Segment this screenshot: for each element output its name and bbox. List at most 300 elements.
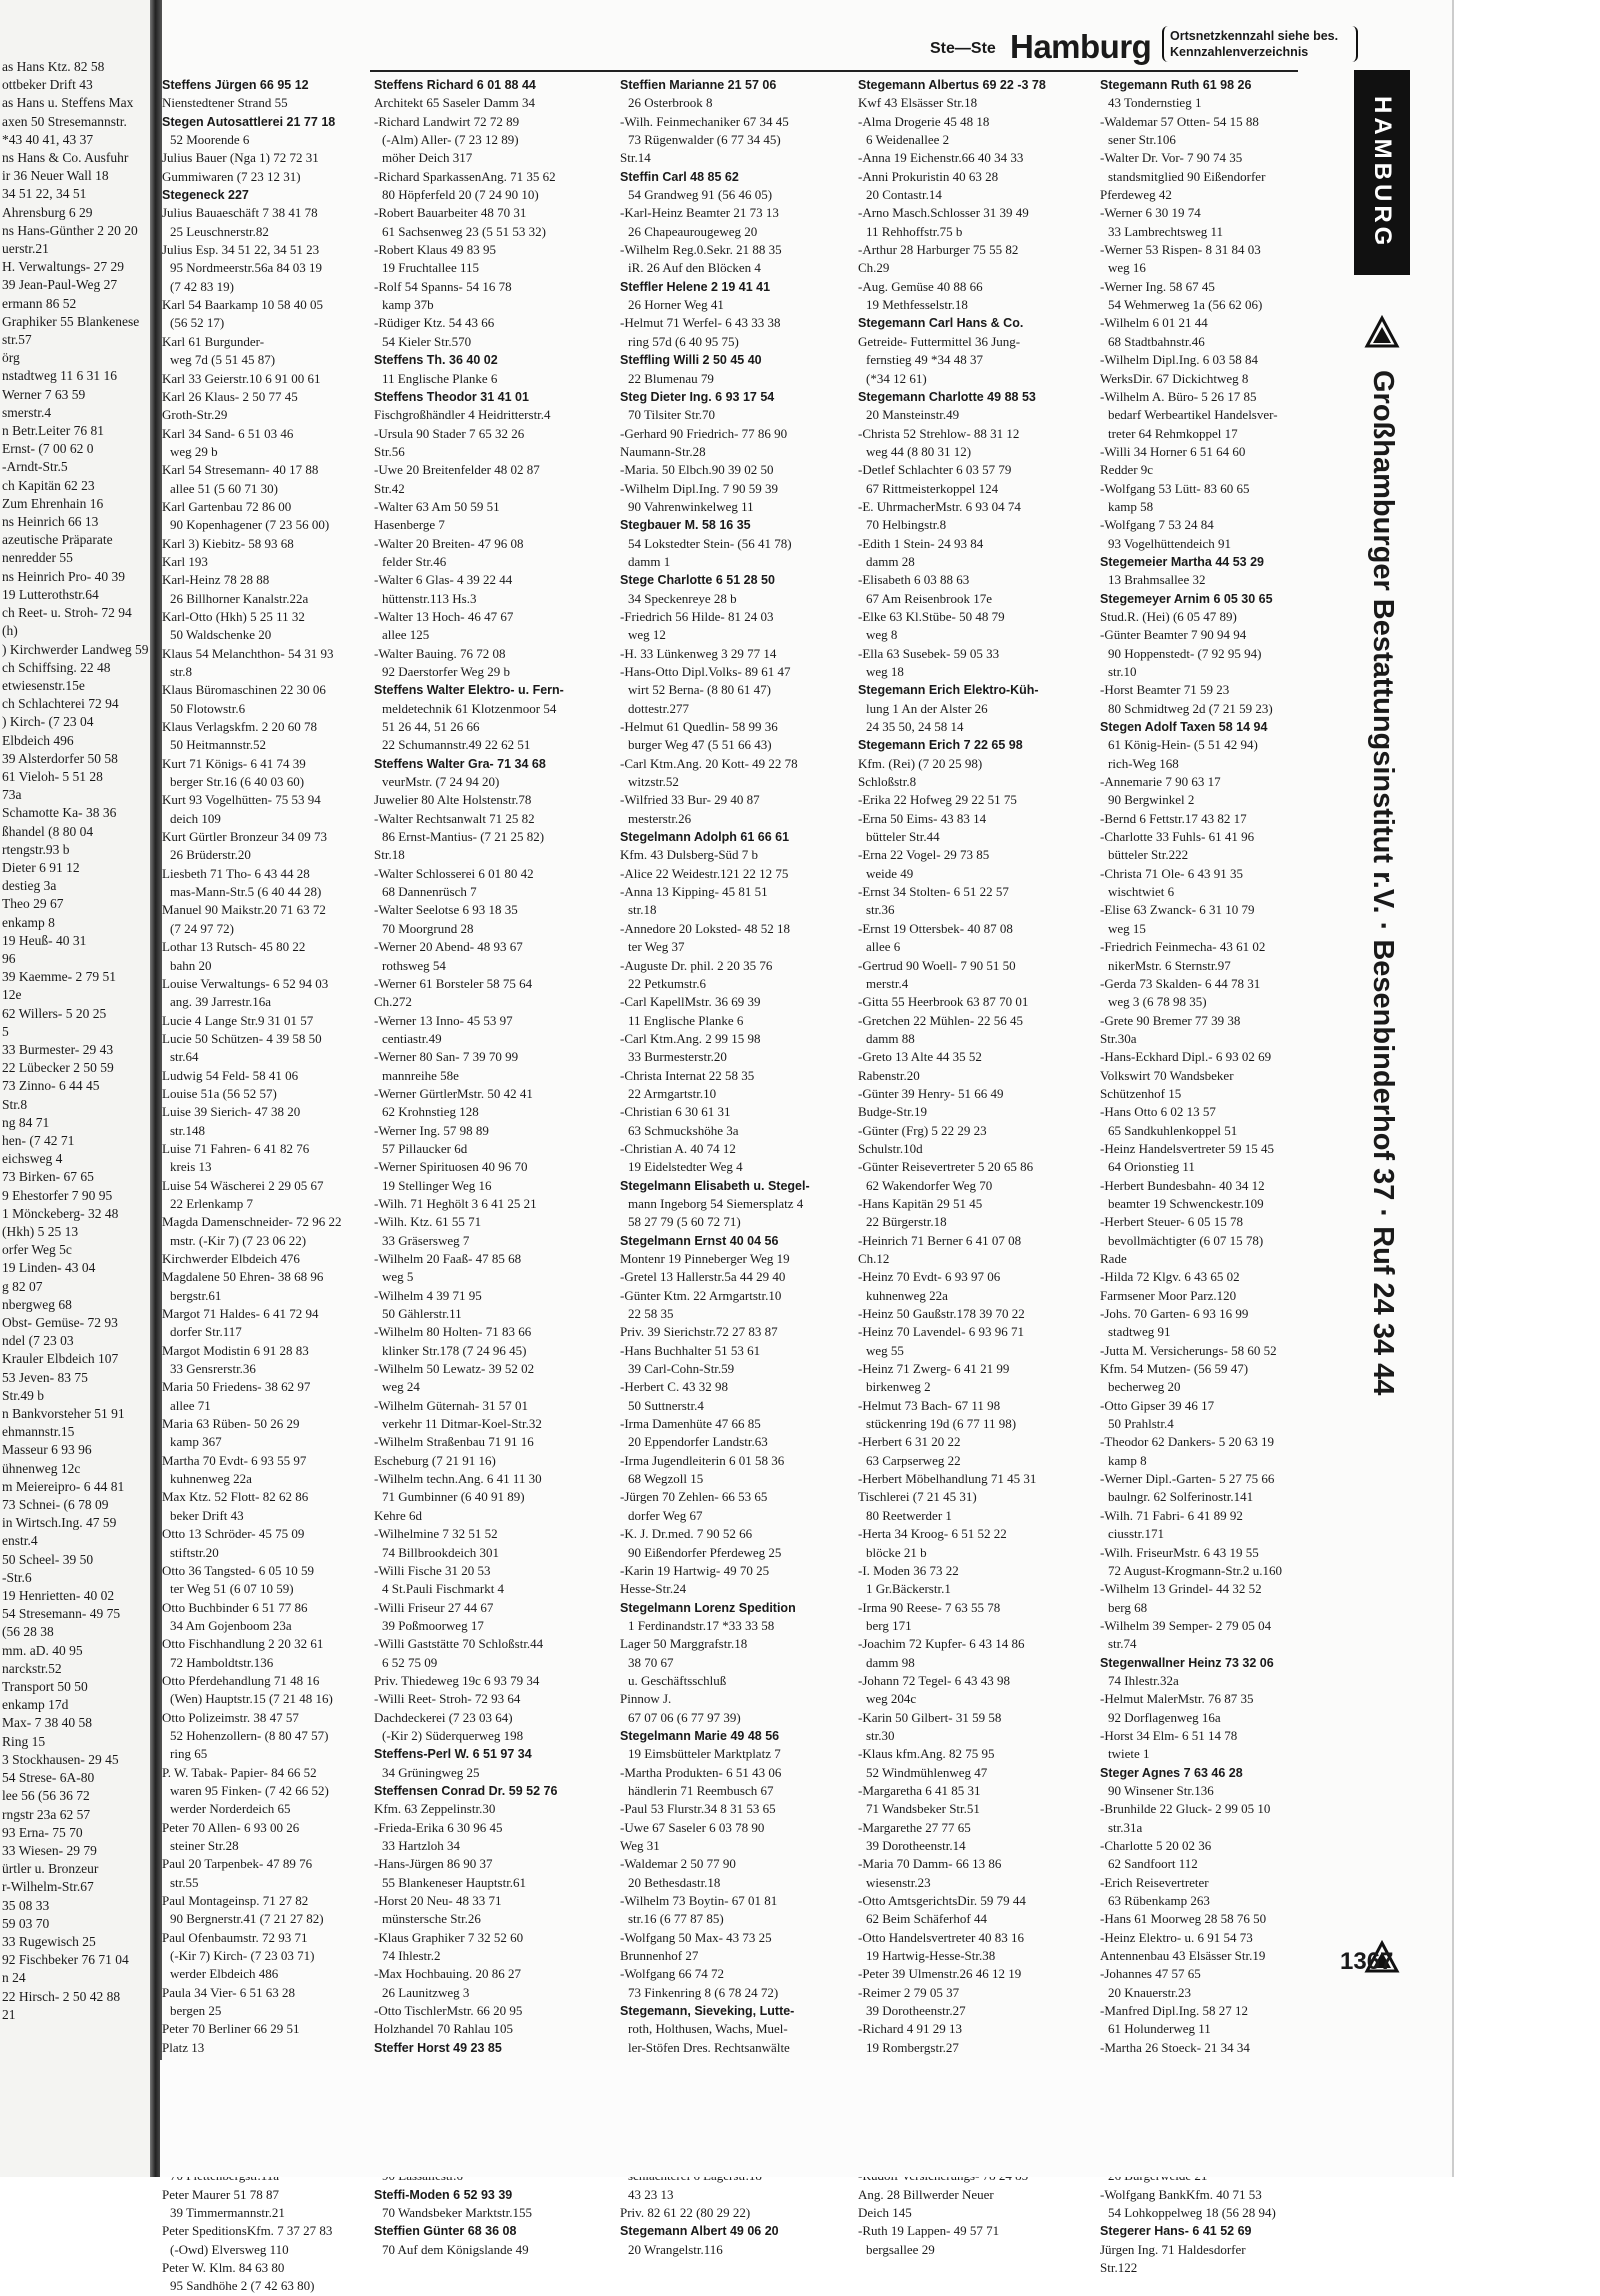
directory-entry: weg 55 bbox=[866, 1342, 904, 1358]
directory-entry: stadtweg 91 bbox=[1108, 1324, 1171, 1340]
directory-entry: -Günter 39 Henry- 51 66 49 bbox=[858, 1085, 1004, 1101]
directory-entry: Stegemann Carl Hans & Co. bbox=[858, 316, 1024, 331]
directory-entry: -Theodor 62 Dankers- 5 20 63 19 bbox=[1100, 1434, 1275, 1450]
directory-entry: dorfer Str.117 bbox=[170, 1324, 242, 1340]
directory-entry: Stegemeier Martha 44 53 29 bbox=[1100, 554, 1264, 569]
directory-entry: Paul 20 Tarpenbek- 47 89 76 bbox=[162, 1856, 313, 1872]
directory-entry: Juwelier 80 Alte Holstenstr.78 bbox=[374, 792, 532, 808]
directory-entry: -Gerda 73 Skalden- 6 44 78 31 bbox=[1100, 975, 1261, 991]
directory-entry: Hesse-Str.24 bbox=[620, 1581, 687, 1597]
directory-entry: -Elisabeth 6 03 88 63 bbox=[858, 572, 970, 588]
directory-entry: 62 Beim Schäferhof 44 bbox=[866, 1911, 987, 1927]
directory-entry: Ang. 28 Billwerder Neuer bbox=[858, 2186, 994, 2202]
directory-entry: -Jutta M. Versicherungs- 58 60 52 bbox=[1100, 1342, 1277, 1358]
directory-entry: Stegemann Albertus 69 22 -3 78 bbox=[858, 78, 1046, 92]
directory-entry: -Arthur 28 Harburger 75 55 82 bbox=[858, 242, 1019, 258]
directory-entry: Steffin Carl 48 85 62 bbox=[620, 169, 739, 184]
directory-entry: 90 Kopenhagener (7 23 56 00) bbox=[170, 517, 330, 533]
directory-entry: 73 Rügenwalder (6 77 34 45) bbox=[628, 132, 781, 148]
directory-entry: u. Geschäftsschluß bbox=[628, 1672, 727, 1688]
directory-entry: -Otto Gipser 39 46 17 bbox=[1100, 1397, 1215, 1413]
directory-entry: 57 Pillaucker 6d bbox=[382, 1140, 468, 1156]
directory-entry: Stegelmann Adolph 61 66 61 bbox=[620, 830, 790, 845]
directory-entry: 39 Poßmoorweg 17 bbox=[382, 1617, 484, 1633]
directory-entry: Kfm. (Rei) (7 20 25 98) bbox=[858, 755, 983, 771]
directory-entry: Fischgroßhändler 4 Heidritterstr.4 bbox=[374, 407, 551, 423]
directory-entry: Steffens Theodor 31 41 01 bbox=[374, 389, 529, 404]
directory-entry: Stegemann Albert 49 06 20 bbox=[620, 2224, 779, 2239]
directory-entry: Steffens Jürgen 66 95 12 bbox=[162, 78, 309, 92]
directory-entry: Steffensen Conrad Dr. 59 52 76 bbox=[374, 1783, 558, 1798]
directory-entry: Budge-Str.19 bbox=[858, 1104, 927, 1120]
directory-entry: ang. 39 Jarrestr.16a bbox=[170, 994, 272, 1010]
directory-entry: weg 18 bbox=[866, 664, 904, 679]
left-fragment-line: H. Verwaltungs- 27 29 bbox=[2, 259, 124, 275]
left-fragment-line: Str.49 b bbox=[2, 1387, 45, 1403]
directory-entry: -Hans Kapitän 29 51 45 bbox=[858, 1195, 983, 1211]
directory-entry: Magda Damenschneider- 72 96 22 bbox=[162, 1214, 342, 1230]
directory-entry: 67 Am Reisenbrook 17e bbox=[866, 590, 993, 606]
left-page-fragment bbox=[0, 0, 160, 2177]
directory-entry: 11 Rehhoffstr.75 b bbox=[866, 223, 963, 239]
left-fragment-line: Krauler Elbdeich 107 bbox=[2, 1351, 119, 1367]
left-fragment-line: Str.8 bbox=[2, 1096, 28, 1112]
directory-entry: 50 Prahlstr.4 bbox=[1108, 1416, 1174, 1432]
directory-entry: Volkswirt 70 Wandsbeker bbox=[1100, 1067, 1234, 1083]
directory-entry: 33 Lambrechtsweg 11 bbox=[1108, 223, 1224, 239]
directory-entry: -Wilhelm 50 Lewatz- 39 52 02 bbox=[374, 1361, 535, 1377]
directory-entry: -Irma 90 Reese- 7 63 55 78 bbox=[858, 1599, 1001, 1615]
left-fragment-line: Ernst- (7 00 62 0 bbox=[2, 441, 94, 457]
directory-entry: 22 Bürgerstr.18 bbox=[866, 1214, 947, 1230]
directory-entry: -Richard Landwirt 72 72 89 bbox=[374, 113, 520, 129]
directory-entry: 26 Osterbrook 8 bbox=[628, 95, 713, 111]
directory-entry: 62 Sandfoort 112 bbox=[1108, 1856, 1198, 1872]
left-fragment-line: eichsweg 4 bbox=[2, 1151, 63, 1167]
directory-entry: 6 Weidenallee 2 bbox=[866, 132, 950, 148]
directory-entry: felder Str.46 bbox=[382, 553, 447, 569]
left-fragment-line: 12e bbox=[2, 987, 22, 1003]
directory-entry: 20 Knauerstr.23 bbox=[1108, 1984, 1192, 2000]
directory-entry: 39 Carl-Cohn-Str.59 bbox=[628, 1361, 735, 1377]
directory-entry: -Wilh. Feinmechaniker 67 34 45 bbox=[620, 113, 789, 129]
directory-entry: 26 Billhorner Kanalstr.22a bbox=[170, 590, 309, 606]
directory-entry: Magdalene 50 Ehren- 38 68 96 bbox=[162, 1269, 324, 1285]
left-fragment-line: 22 Hirsch- 2 50 42 88 bbox=[2, 1988, 121, 2004]
directory-entry: 19 Rombergstr.27 bbox=[866, 2039, 959, 2055]
directory-entry: -Willi Reet- Stroh- 72 93 64 bbox=[374, 1691, 521, 1707]
directory-entry: stückenring 19d (6 77 11 98) bbox=[866, 1416, 1017, 1432]
directory-entry: -Christian 6 30 61 31 bbox=[620, 1104, 731, 1120]
directory-entry: kuhnenweg 22a bbox=[866, 1287, 948, 1303]
directory-entry: Str.30a bbox=[1100, 1030, 1137, 1046]
left-fragment-line: ) Kirch- (7 23 04 bbox=[2, 714, 94, 730]
directory-entry: Paul Ofenbaumstr. 72 93 71 bbox=[162, 1929, 308, 1945]
page-margin bbox=[1454, 0, 1600, 2177]
directory-entry: -Richard SparkassenAng. 71 35 62 bbox=[374, 168, 556, 184]
left-fragment-line: axen 50 Stresemannstr. bbox=[2, 113, 127, 129]
directory-entry: -Wilhelm 39 Semper- 2 79 05 04 bbox=[1100, 1617, 1272, 1633]
directory-entry: möher Deich 317 bbox=[382, 150, 473, 166]
directory-entry: 52 Windmühlenweg 47 bbox=[866, 1764, 988, 1780]
directory-entry: Luise 71 Fahren- 6 41 82 76 bbox=[162, 1140, 310, 1156]
directory-entry: allee 51 (5 60 71 30) bbox=[170, 480, 278, 496]
directory-entry: -Werner 13 Inno- 45 53 97 bbox=[374, 1012, 513, 1028]
directory-entry: P. W. Tabak- Papier- 84 66 52 bbox=[162, 1764, 317, 1780]
directory-entry: -Horst 34 Elm- 6 51 14 78 bbox=[1100, 1727, 1238, 1743]
directory-entry: wirt 52 Berna- (8 80 61 47) bbox=[628, 682, 771, 698]
directory-entry: Rabenstr.20 bbox=[858, 1067, 920, 1083]
directory-entry: -Werner 20 Abend- 48 93 67 bbox=[374, 939, 523, 955]
directory-entry: Karl Gartenbau 72 86 00 bbox=[162, 498, 292, 514]
directory-entry: -Waldemar 2 50 77 90 bbox=[620, 1856, 736, 1872]
directory-entry: 64 Orionstieg 11 bbox=[1108, 1159, 1195, 1175]
directory-entry: Manuel 90 Maikstr.20 71 63 72 bbox=[162, 902, 326, 918]
directory-entry: hüttenstr.113 Hs.3 bbox=[382, 590, 477, 606]
directory-entry: Kfm. 43 Dulsberg-Süd 7 b bbox=[620, 847, 759, 863]
directory-entry: 90 Eißendorfer Pferdeweg 25 bbox=[628, 1544, 782, 1560]
directory-entry: Str.18 bbox=[374, 847, 405, 863]
directory-entry: -Ernst 34 Stolten- 6 51 22 57 bbox=[858, 884, 1009, 900]
left-fragment-line: ns Hans-Günther 2 20 20 bbox=[2, 222, 138, 238]
left-fragment-line: 93 Erna- 75 70 bbox=[2, 1824, 83, 1840]
directory-entry: -Horst 20 Neu- 48 33 71 bbox=[374, 1893, 502, 1909]
left-fragment-line: -Arndt-Str.5 bbox=[2, 459, 68, 475]
directory-entry: -Wilhelm A. Büro- 5 26 17 85 bbox=[1100, 388, 1257, 404]
directory-entry: treter 64 Rehmkoppel 17 bbox=[1108, 425, 1238, 441]
directory-entry: deich 109 bbox=[170, 810, 221, 826]
left-fragment-line: ch Reet- u. Stroh- 72 94 bbox=[2, 605, 132, 621]
directory-entry: 54 Lohkoppelweg 18 (56 28 94) bbox=[1108, 2204, 1276, 2220]
directory-entry: -Herbert C. 43 32 98 bbox=[620, 1379, 728, 1395]
page-number: 1367 bbox=[1340, 1948, 1394, 1975]
left-fragment-line: ir 36 Neuer Wall 18 bbox=[2, 168, 109, 184]
directory-entry: ter Weg 37 bbox=[628, 939, 685, 955]
directory-entry: -Wilhelm 80 Holten- 71 83 66 bbox=[374, 1324, 532, 1340]
directory-entry: bergen 25 bbox=[170, 2003, 222, 2019]
left-fragment-line: 9 Ehestorfer 7 90 95 bbox=[2, 1187, 113, 1203]
directory-entry: -Erna 22 Vogel- 29 73 85 bbox=[858, 847, 990, 863]
directory-entry: Stegelmann Elisabeth u. Stegel- bbox=[620, 1178, 810, 1193]
directory-entry: Steg Dieter Ing. 6 93 17 54 bbox=[620, 389, 775, 404]
directory-entry: -Joachim 72 Kupfer- 6 43 14 86 bbox=[858, 1636, 1025, 1652]
directory-entry: Str.122 bbox=[1100, 2259, 1138, 2275]
left-fragment-line: nstadtweg 11 6 31 16 bbox=[2, 368, 117, 384]
directory-entry: 20 Wrangelstr.116 bbox=[628, 2241, 723, 2257]
directory-entry: -Christian A. 40 74 12 bbox=[620, 1140, 736, 1156]
header-rule bbox=[370, 70, 1298, 72]
directory-entry: -Erich Reisevertreter bbox=[1100, 1874, 1209, 1890]
directory-entry: bergsallee 29 bbox=[866, 2241, 935, 2257]
directory-entry: -Helmut MalerMstr. 76 87 35 bbox=[1100, 1691, 1254, 1707]
left-fragment-line: smerstr.4 bbox=[2, 404, 52, 420]
directory-entry: (-Kir 2) Süderquerweg 198 bbox=[382, 1727, 524, 1743]
directory-entry: -Hans Otto 6 02 13 57 bbox=[1100, 1104, 1216, 1120]
directory-entry: Platz 13 bbox=[162, 2039, 205, 2055]
directory-entry: -Hans-Eckhard Dipl.- 6 93 02 69 bbox=[1100, 1049, 1272, 1065]
directory-entry: münstersche Str.26 bbox=[382, 1911, 481, 1927]
directory-entry: weg 29 b bbox=[170, 443, 218, 459]
directory-entry: Priv. 39 Sierichstr.72 27 83 87 bbox=[620, 1324, 778, 1340]
left-fragment-line: ) Kirchwerder Landweg 59 bbox=[2, 641, 149, 657]
left-fragment-line: 62 Willers- 5 20 25 bbox=[2, 1005, 107, 1021]
directory-entry: -Johs. 70 Garten- 6 93 16 99 bbox=[1100, 1306, 1249, 1322]
directory-entry: 73 Finkenring 8 (6 78 24 72) bbox=[628, 1984, 779, 2000]
left-fragment-line: 5 bbox=[2, 1023, 9, 1039]
directory-entry: -Christa 52 Strehlow- 88 31 12 bbox=[858, 425, 1020, 441]
left-fragment-line: ch Schlachterei 72 94 bbox=[2, 696, 119, 712]
directory-entry: 26 Horner Weg 41 bbox=[628, 297, 724, 313]
directory-entry: -Wilhelm 4 39 71 95 bbox=[374, 1287, 482, 1303]
directory-entry: -Günter Ktm. 22 Armgartstr.10 bbox=[620, 1287, 782, 1303]
directory-entry: -Hans Buchhalter 51 53 61 bbox=[620, 1342, 761, 1358]
directory-entry: 74 Ihlestr.32a bbox=[1108, 1672, 1179, 1688]
directory-entry: 72 August-Krogmann-Str.2 u.160 bbox=[1108, 1562, 1283, 1578]
directory-entry: Lothar 13 Rutsch- 45 80 22 bbox=[162, 939, 306, 955]
directory-entry: 52 Hohenzollern- (8 80 47 57) bbox=[170, 1727, 329, 1743]
directory-entry: -Karin 50 Gilbert- 31 59 58 bbox=[858, 1709, 1002, 1725]
left-fragment-line: 1 Mönckeberg- 32 48 bbox=[2, 1205, 119, 1221]
directory-entry: -Friedrich Feinmecha- 43 61 02 bbox=[1100, 939, 1266, 955]
directory-entry: -Walter Bauing. 76 72 08 bbox=[374, 645, 506, 661]
directory-entry: -K. J. Dr.med. 7 90 52 66 bbox=[620, 1526, 753, 1542]
directory-entry: Stegbauer M. 58 16 35 bbox=[620, 518, 751, 533]
directory-entry: merstr.4 bbox=[866, 975, 909, 991]
left-fragment-line: ns Hans & Co. Ausfuhr bbox=[2, 150, 129, 166]
directory-entry: 63 Rübenkamp 263 bbox=[1108, 1893, 1210, 1909]
directory-entry: 1 Gr.Bäckerstr.1 bbox=[866, 1581, 951, 1597]
directory-entry: -Peter 39 Ulmenstr.26 46 12 19 bbox=[858, 1966, 1022, 1982]
directory-entry: 50 Heitmannstr.52 bbox=[170, 737, 267, 753]
directory-entry: -Wilhelm Dipl.Ing. 6 03 58 84 bbox=[1100, 352, 1258, 368]
left-fragment-line: *43 40 41, 43 37 bbox=[2, 131, 94, 147]
directory-entry: Pferdeweg 42 bbox=[1100, 187, 1172, 203]
directory-entry: 93 Vogelhüttendeich 91 bbox=[1108, 535, 1232, 551]
left-fragment-line: 53 Jeven- 83 75 bbox=[2, 1369, 88, 1385]
left-fragment-line: enstr.4 bbox=[2, 1533, 38, 1549]
directory-entry: 20 Bethesdastr.18 bbox=[628, 1874, 721, 1890]
directory-entry: -Karin 19 Hartwig- 49 70 25 bbox=[620, 1562, 770, 1578]
directory-entry: -Wolfgang 66 74 72 bbox=[620, 1966, 725, 1982]
directory-entry: str.31a bbox=[1108, 1819, 1143, 1835]
left-fragment-line: ns Heinrich 66 13 bbox=[2, 514, 99, 530]
directory-entry: Julius Bauaeschäft 7 38 41 78 bbox=[162, 205, 318, 221]
directory-entry: -Irma Jugendleiterin 6 01 58 36 bbox=[620, 1452, 785, 1468]
directory-entry: -Gerhard 90 Friedrich- 77 86 90 bbox=[620, 425, 788, 441]
left-fragment-line: ottbeker Drift 43 bbox=[2, 77, 93, 93]
directory-entry: waren 95 Finken- (7 42 66 52) bbox=[170, 1782, 329, 1798]
directory-entry: -Christa 71 Ole- 6 43 91 35 bbox=[1100, 865, 1243, 881]
directory-entry: ring 57d (6 40 95 75) bbox=[628, 333, 739, 349]
directory-entry: Karl 26 Klaus- 2 50 77 45 bbox=[162, 388, 298, 404]
directory-entry: Otto 13 Schröder- 45 75 09 bbox=[162, 1526, 305, 1542]
directory-entry: -Erna 50 Eims- 43 83 14 bbox=[858, 810, 987, 826]
directory-entry: str.30 bbox=[866, 1727, 895, 1743]
directory-entry: str.74 bbox=[1108, 1636, 1137, 1652]
directory-entry: Stegerer Hans- 6 41 52 69 bbox=[1100, 2224, 1252, 2239]
left-fragment-line: 73 Zinno- 6 44 45 bbox=[2, 1078, 100, 1094]
directory-entry: weg 12 bbox=[628, 627, 666, 643]
directory-entry: weg 3 (6 78 98 35) bbox=[1108, 994, 1207, 1010]
directory-entry: Montenr 19 Pinneberger Weg 19 bbox=[620, 1251, 790, 1266]
side-advert-band bbox=[1352, 70, 1412, 2010]
left-fragment-line: mm. aD. 40 95 bbox=[2, 1642, 83, 1658]
directory-entry: weg 8 bbox=[866, 627, 898, 643]
directory-entry: Maria 50 Friedens- 38 62 97 bbox=[162, 1379, 311, 1395]
directory-entry: 86 Ernst-Mantius- (7 21 25 82) bbox=[382, 829, 545, 845]
directory-entry: bahn 20 bbox=[170, 957, 212, 973]
directory-entry: WerksDir. 67 Dickichtweg 8 bbox=[1100, 370, 1249, 386]
directory-entry: -Heinrich 71 Berner 6 41 07 08 bbox=[858, 1232, 1022, 1248]
directory-entry: -Wilh. 71 Fabri- 6 41 89 92 bbox=[1100, 1507, 1243, 1523]
directory-entry: Otto Polizeimstr. 38 47 57 bbox=[162, 1709, 299, 1725]
directory-entry: 19 Methfesselstr.18 bbox=[866, 297, 968, 313]
directory-entry: 22 Blumenau 79 bbox=[628, 370, 714, 386]
directory-entry: -Werner 80 San- 7 39 70 99 bbox=[374, 1049, 519, 1065]
directory-entry: Kehre 6d bbox=[374, 1507, 423, 1523]
directory-entry: (7 24 97 72) bbox=[170, 920, 234, 936]
directory-entry: Kurt Gürtler Bronzeur 34 09 73 bbox=[162, 829, 327, 845]
left-fragment-line: ndel (7 23 03 bbox=[2, 1333, 74, 1349]
directory-entry: 25 Leuschnerstr.82 bbox=[170, 223, 269, 239]
left-fragment-line: lee 56 (56 36 72 bbox=[2, 1788, 90, 1804]
directory-entry: -Wilh. Ktz. 61 55 71 bbox=[374, 1214, 482, 1230]
directory-entry: 71 Gumbinner (6 40 91 89) bbox=[382, 1489, 525, 1505]
directory-entry: 95 Sandhöhe 2 (7 42 63 80) bbox=[170, 2278, 315, 2294]
directory-entry: str.64 bbox=[170, 1049, 199, 1065]
directory-entry: -Otto Handelsvertreter 40 83 16 bbox=[858, 1929, 1025, 1945]
directory-entry: bevollmächtigter (6 07 15 78) bbox=[1108, 1232, 1264, 1248]
directory-entry: 63 Carpserweg 22 bbox=[866, 1452, 961, 1468]
left-fragment-line: ühnenweg 12c bbox=[2, 1460, 81, 1476]
directory-entry: Hasenberge 7 bbox=[374, 517, 445, 533]
directory-entry: 58 27 79 (5 60 72 71) bbox=[628, 1214, 741, 1230]
directory-entry: Ludwig 54 Feld- 58 41 06 bbox=[162, 1067, 299, 1083]
directory-entry: -Hans-Otto Dipl.Volks- 89 61 47 bbox=[620, 664, 791, 679]
directory-entry: -Wilhelm Reg.0.Sekr. 21 88 35 bbox=[620, 242, 782, 258]
directory-entry: -Wilhelm 20 Faaß- 47 85 68 bbox=[374, 1251, 522, 1266]
directory-entry: -Friedrich 56 Hilde- 81 24 03 bbox=[620, 608, 774, 624]
directory-entry: Ch.29 bbox=[858, 260, 890, 276]
directory-entry: -Heinz Elektro- u. 6 91 54 73 bbox=[1100, 1929, 1253, 1945]
directory-entry: 70 Auf dem Königslande 49 bbox=[382, 2241, 529, 2257]
directory-entry: 92 Daerstorfer Weg 29 b bbox=[382, 664, 510, 679]
directory-entry: -Wolfgang 53 Lütt- 83 60 65 bbox=[1100, 480, 1250, 496]
left-fragment-line: 34 51 22, 34 51 bbox=[2, 186, 87, 202]
directory-entry: Karl-Heinz 78 28 88 bbox=[162, 572, 270, 588]
directory-entry: Stegemann Ruth 61 98 26 bbox=[1100, 78, 1252, 92]
directory-entry: Steger Agnes 7 63 46 28 bbox=[1100, 1765, 1243, 1780]
directory-entry: -Heinz 70 Lavendel- 6 93 96 71 bbox=[858, 1324, 1025, 1340]
directory-entry: Getreide- Futtermittel 36 Jung- bbox=[858, 333, 1021, 349]
directory-entry: weg 44 (8 80 31 12) bbox=[866, 443, 972, 459]
directory-entry: kuhnenweg 22a bbox=[170, 1471, 252, 1487]
directory-entry: 38 70 67 bbox=[628, 1654, 674, 1670]
header-city: Hamburg bbox=[1010, 28, 1152, 65]
left-fragment-line: nenredder 55 bbox=[2, 550, 73, 566]
directory-entry: 61 Sachsenweg 23 (5 51 53 32) bbox=[382, 223, 546, 239]
directory-entry: Martha 70 Evdt- 6 93 55 97 bbox=[162, 1452, 307, 1468]
directory-entry: (-Alm) Aller- (7 23 12 89) bbox=[382, 132, 519, 148]
directory-entry: -Wilhelm Dipl.Ing. 7 90 59 39 bbox=[620, 480, 778, 496]
directory-entry: -Herbert 6 31 20 22 bbox=[858, 1434, 961, 1450]
directory-entry: bütteler Str.44 bbox=[866, 829, 940, 845]
directory-entry: -Walter 13 Hoch- 46 47 67 bbox=[374, 608, 514, 624]
directory-entry: -Annemarie 7 90 63 17 bbox=[1100, 774, 1221, 790]
directory-entry: 67 07 06 (6 77 97 39) bbox=[628, 1709, 741, 1725]
directory-entry: Lucie 4 Lange Str.9 31 01 57 bbox=[162, 1012, 314, 1028]
left-fragment-line: 39 Alsterdorfer 50 58 bbox=[2, 750, 118, 766]
directory-entry: 33 Gräsersweg 7 bbox=[382, 1232, 470, 1248]
directory-entry: -Robert Klaus 49 83 95 bbox=[374, 242, 497, 258]
directory-entry: -Bernd 6 Fettstr.17 43 82 17 bbox=[1100, 810, 1247, 826]
directory-entry: -Walter Rechtsanwalt 71 25 82 bbox=[374, 810, 535, 826]
directory-entry: -Manfred Dipl.Ing. 58 27 12 bbox=[1100, 2003, 1249, 2019]
directory-entry: 90 Bergwinkel 2 bbox=[1108, 792, 1195, 808]
directory-entry: 39 Dorotheenstr.27 bbox=[866, 2003, 966, 2019]
directory-entry: damm 28 bbox=[866, 553, 915, 569]
directory-entry: -Auguste Dr. phil. 2 20 35 76 bbox=[620, 957, 773, 973]
directory-entry: Gummiwaren (7 23 12 31) bbox=[162, 168, 301, 184]
directory-entry: -Anna 13 Kipping- 45 81 51 bbox=[620, 884, 768, 900]
directory-entry: 67 Rittmeisterkoppel 124 bbox=[866, 480, 999, 496]
left-fragment-line: ermann 86 52 bbox=[2, 295, 77, 311]
directory-entry: Stud.R. (Hei) (6 05 47 89) bbox=[1100, 608, 1237, 624]
directory-entry: -Günter (Frg) 5 22 29 23 bbox=[858, 1122, 987, 1138]
directory-entry: -Waldemar 57 Otten- 54 15 88 bbox=[1100, 113, 1259, 129]
directory-entry: 61 König-Hein- (5 51 42 94) bbox=[1108, 737, 1258, 753]
directory-entry: Karl 54 Stresemann- 40 17 88 bbox=[162, 462, 319, 478]
directory-column-1 bbox=[160, 76, 370, 2294]
left-fragment-line: 21 bbox=[2, 2006, 16, 2022]
left-fragment-line: 19 Heuß- 40 31 bbox=[2, 932, 87, 948]
directory-entry: nikerMstr. 6 Sternstr.97 bbox=[1108, 957, 1231, 973]
directory-entry: mann Ingeborg 54 Siemersplatz 4 bbox=[628, 1195, 804, 1211]
left-fragment-line: Masseur 6 93 96 bbox=[2, 1442, 92, 1458]
directory-entry: Steffi-Moden 6 52 93 39 bbox=[374, 2187, 513, 2202]
directory-entry: -Günter Beamter 7 90 94 94 bbox=[1100, 627, 1247, 643]
header-note: Ortsnetzkennzahl siehe bes. Kennzahlenverzeichnis bbox=[1162, 26, 1358, 62]
city-tab-label: HAMBURG bbox=[1369, 95, 1396, 250]
left-fragment-line: örg bbox=[2, 350, 20, 366]
directory-entry: weg 204c bbox=[866, 1691, 917, 1707]
directory-entry: -Horst Beamter 71 59 23 bbox=[1100, 682, 1230, 698]
directory-entry: 68 Dannenrüsch 7 bbox=[382, 884, 477, 900]
directory-entry: Priv. Thiedeweg 19c 6 93 79 34 bbox=[374, 1672, 540, 1688]
left-fragment-line: 33 Wiesen- 29 79 bbox=[2, 1842, 97, 1858]
directory-entry: Stegelmann Ernst 40 04 56 bbox=[620, 1233, 779, 1248]
directory-entry: -Ernst 19 Ottersbek- 40 87 08 bbox=[858, 920, 1013, 936]
directory-entry: 70 Wandsbeker Marktstr.155 bbox=[382, 2204, 532, 2220]
directory-entry: Rade bbox=[1100, 1251, 1127, 1266]
left-fragment-line: 73a bbox=[2, 787, 22, 803]
directory-entry: Stege Charlotte 6 51 28 50 bbox=[620, 573, 775, 588]
directory-entry: ler-Stöfen Dres. Rechtsanwälte bbox=[628, 2039, 790, 2055]
directory-entry: Maria 63 Rüben- 50 26 29 bbox=[162, 1416, 300, 1432]
directory-entry: 20 Contastr.14 bbox=[866, 187, 942, 203]
directory-entry: -Werner Spirituosen 40 96 70 bbox=[374, 1159, 528, 1175]
directory-entry: 68 Wegzoll 15 bbox=[628, 1471, 704, 1487]
directory-entry: Stegen Autosattlerei 21 77 18 bbox=[162, 114, 336, 129]
directory-entry: Peter Maurer 51 78 87 bbox=[162, 2186, 279, 2202]
directory-entry: 33 Hartzloh 34 bbox=[382, 1838, 460, 1853]
directory-entry: klinker Str.178 (7 24 96 45) bbox=[382, 1342, 527, 1358]
directory-entry: Otto Buchbinder 6 51 77 86 bbox=[162, 1599, 308, 1615]
directory-entry: damm 1 bbox=[628, 553, 671, 569]
directory-entry: 80 Reetwerder 1 bbox=[866, 1507, 952, 1523]
directory-entry: Stegemann Erich Elektro-Küh- bbox=[858, 683, 1039, 698]
directory-entry: Luise 39 Sierich- 47 38 20 bbox=[162, 1104, 301, 1120]
